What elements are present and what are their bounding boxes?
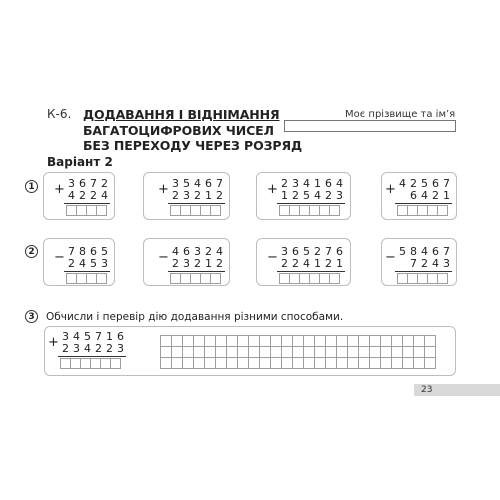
digit: 6 (336, 245, 343, 258)
digit: 2 (172, 257, 179, 270)
row1-problem-3-b (279, 190, 345, 202)
digit: 2 (281, 177, 288, 190)
digit: 4 (421, 245, 428, 258)
digit: 3 (62, 330, 69, 343)
row2-problem-1-operator: − (54, 250, 65, 265)
row2-problem-3-b (279, 258, 345, 270)
digit: 6 (90, 245, 97, 258)
row2-problem-4-answer-cells[interactable] (397, 273, 447, 284)
digit: 2 (101, 177, 108, 190)
digit: 4 (79, 257, 86, 270)
digit: 6 (205, 177, 212, 190)
digit: 1 (106, 330, 113, 343)
task-number-1: 1 (25, 180, 38, 193)
digit: 1 (314, 177, 321, 190)
answer-cell[interactable] (96, 273, 107, 284)
digit: 5 (84, 330, 91, 343)
row2-problem-1-b (66, 258, 110, 270)
digit: 4 (68, 189, 75, 202)
digit: 6 (410, 189, 417, 202)
task3-problem-result-line (58, 356, 126, 357)
digit: 3 (194, 245, 201, 258)
digit: 5 (90, 257, 97, 270)
digit: 1 (205, 257, 212, 270)
digit: 4 (432, 257, 439, 270)
answer-cell[interactable] (437, 273, 448, 284)
row2-problem-2-b (170, 258, 225, 270)
row1-problem-4-answer-cells[interactable] (397, 205, 447, 216)
digit: 4 (216, 245, 223, 258)
digit: 7 (216, 177, 223, 190)
row2-problem-3-operator: − (267, 250, 278, 265)
grid-cell[interactable] (424, 357, 436, 369)
digit: 2 (325, 189, 332, 202)
digit: 2 (194, 189, 201, 202)
digit: 2 (292, 189, 299, 202)
check-grid[interactable] (160, 335, 435, 368)
row1-problem-1-result-line (64, 203, 110, 204)
digit: 1 (314, 257, 321, 270)
digit: 6 (183, 245, 190, 258)
row1-problem-3-result-line (277, 203, 345, 204)
task-number-3: 3 (25, 310, 38, 323)
digit: 2 (410, 177, 417, 190)
digit: 4 (303, 177, 310, 190)
row1-problem-2-answer-cells[interactable] (170, 205, 220, 216)
digit: 6 (79, 177, 86, 190)
digit: 3 (443, 257, 450, 270)
digit: 3 (292, 177, 299, 190)
digit: 2 (432, 189, 439, 202)
digit: 2 (194, 257, 201, 270)
digit: 2 (95, 342, 102, 355)
digit: 4 (336, 177, 343, 190)
digit: 1 (336, 257, 343, 270)
worksheet-title (83, 107, 302, 154)
task3-problem-b (60, 343, 126, 355)
digit: 2 (205, 245, 212, 258)
row2-problem-1-answer-cells[interactable] (66, 273, 106, 284)
row2-problem-1-result-line (64, 271, 110, 272)
digit: 5 (101, 245, 108, 258)
digit: 4 (421, 189, 428, 202)
digit: 6 (325, 177, 332, 190)
digit: 4 (314, 189, 321, 202)
digit: 2 (62, 342, 69, 355)
digit: 4 (73, 330, 80, 343)
task-number-2: 2 (25, 245, 38, 258)
page-number: 23 (421, 385, 433, 395)
row1-problem-3-answer-cells[interactable] (279, 205, 339, 216)
digit: 2 (325, 257, 332, 270)
row2-problem-3-answer-cells[interactable] (279, 273, 339, 284)
digit: 6 (292, 245, 299, 258)
row2-problem-2-result-line (168, 271, 225, 272)
digit: 5 (303, 189, 310, 202)
row1-problem-1-operator: + (54, 182, 65, 197)
digit: 5 (303, 245, 310, 258)
row1-problem-2-operator: + (158, 182, 169, 197)
digit: 3 (281, 245, 288, 258)
row1-problem-2-b (170, 190, 225, 202)
answer-cell[interactable] (110, 358, 121, 369)
answer-cell[interactable] (210, 273, 221, 284)
digit: 3 (183, 189, 190, 202)
digit: 2 (68, 257, 75, 270)
digit: 4 (84, 342, 91, 355)
digit: 8 (410, 245, 417, 258)
digit: 7 (325, 245, 332, 258)
digit: 8 (79, 245, 86, 258)
digit: 4 (101, 189, 108, 202)
digit: 6 (432, 177, 439, 190)
digit: 7 (90, 177, 97, 190)
digit: 4 (399, 177, 406, 190)
title-line-2: БАГАТОЦИФРОВИХ ЧИСЕЛ (83, 122, 274, 138)
digit: 2 (314, 245, 321, 258)
answer-cell[interactable] (437, 205, 448, 216)
title-line-3: БЕЗ ПЕРЕХОДУ ЧЕРЕЗ РОЗРЯД (83, 138, 303, 153)
row2-problem-2-operator: − (158, 250, 169, 265)
digit: 5 (183, 177, 190, 190)
answer-cell[interactable] (210, 205, 221, 216)
row2-problem-4-result-line (395, 271, 452, 272)
digit: 4 (303, 257, 310, 270)
row1-problem-3-operator: + (267, 182, 278, 197)
digit: 2 (292, 257, 299, 270)
answer-cell[interactable] (96, 205, 107, 216)
digit: 7 (443, 245, 450, 258)
name-label: Моє прізвище та ім’я (345, 109, 456, 120)
digit: 2 (216, 189, 223, 202)
digit: 7 (443, 177, 450, 190)
digit: 7 (410, 257, 417, 270)
task3-problem-answer-cells[interactable] (60, 358, 120, 369)
digit: 1 (205, 189, 212, 202)
digit: 2 (216, 257, 223, 270)
digit: 7 (68, 245, 75, 258)
digit: 1 (443, 189, 450, 202)
digit: 6 (117, 330, 124, 343)
digit: 2 (421, 257, 428, 270)
task3-problem-operator: + (48, 335, 59, 350)
row2-problem-2-answer-cells[interactable] (170, 273, 220, 284)
task-3-instruction: Обчисли і перевір дію додавання різними способами. (46, 311, 344, 323)
row2-problem-3-result-line (277, 271, 345, 272)
row1-problem-1-answer-cells[interactable] (66, 205, 106, 216)
digit: 3 (336, 189, 343, 202)
name-field[interactable] (284, 120, 456, 132)
digit: 2 (172, 189, 179, 202)
row1-problem-2-result-line (168, 203, 225, 204)
digit: 4 (194, 177, 201, 190)
answer-cell[interactable] (329, 273, 340, 284)
row1-problem-4-operator: + (385, 182, 396, 197)
digit: 3 (68, 177, 75, 190)
digit: 3 (73, 342, 80, 355)
row2-problem-4-operator: − (385, 250, 396, 265)
digit: 2 (281, 257, 288, 270)
digit: 6 (432, 245, 439, 258)
digit: 3 (117, 342, 124, 355)
digit: 4 (172, 245, 179, 258)
variant-label: Варіант 2 (47, 155, 113, 169)
digit: 5 (421, 177, 428, 190)
row1-problem-4-result-line (395, 203, 452, 204)
row1-problem-4-b (408, 190, 452, 202)
digit: 5 (399, 245, 406, 258)
row2-problem-4-b (408, 258, 452, 270)
digit: 2 (90, 189, 97, 202)
row1-problem-1-b (66, 190, 110, 202)
digit: 7 (95, 330, 102, 343)
worksheet-code: К-6. (47, 107, 72, 121)
digit: 3 (101, 257, 108, 270)
answer-cell[interactable] (329, 205, 340, 216)
digit: 3 (172, 177, 179, 190)
digit: 3 (183, 257, 190, 270)
title-line-1: ДОДАВАННЯ І ВІДНІМАННЯ (83, 107, 280, 122)
digit: 2 (79, 189, 86, 202)
digit: 2 (106, 342, 113, 355)
digit: 1 (281, 189, 288, 202)
